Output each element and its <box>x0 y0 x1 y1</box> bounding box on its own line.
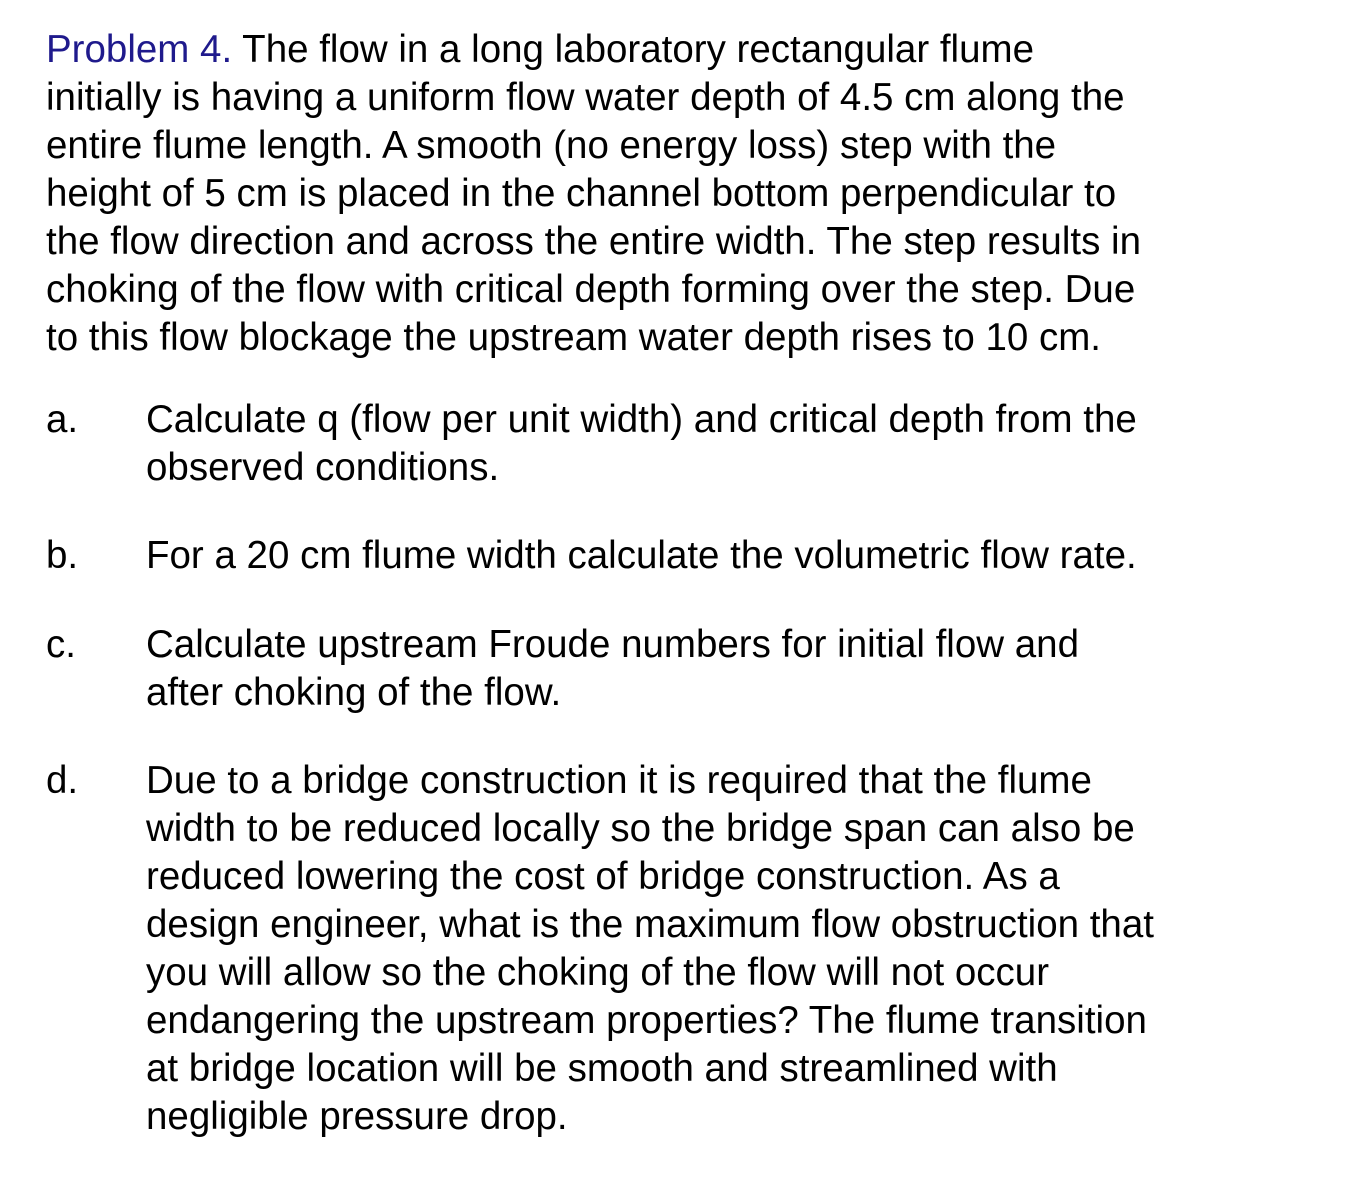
item-marker: b. <box>46 534 79 577</box>
item-line: after choking of the flow. <box>146 671 562 714</box>
intro-line: entire flume length. A smooth (no energy loss) step with the <box>46 124 1057 167</box>
item-marker: a. <box>46 398 79 441</box>
intro-line: to this flow blockage the upstream water depth rises to 10 cm. <box>46 316 1101 359</box>
item-line: For a 20 cm flume width calculate the volumetric flow rate. <box>146 534 1137 577</box>
problem-statement <box>46 26 1296 362</box>
item-line: at bridge location will be smooth and streamlined with <box>146 1047 1058 1090</box>
intro-line: height of 5 cm is placed in the channel bottom perpendicular to <box>46 172 1117 215</box>
item-marker: d. <box>46 759 79 802</box>
item-line: Due to a bridge construction it is required that the flume <box>146 759 1092 802</box>
item-line: you will allow so the choking of the flow will not occur <box>146 951 1050 994</box>
intro-line <box>46 26 1296 74</box>
item-line: observed conditions. <box>146 446 500 489</box>
item-text <box>146 532 1137 580</box>
item-text <box>146 621 1079 717</box>
item-line: negligible pressure drop. <box>146 1095 568 1138</box>
item-line: Calculate q (flow per unit width) and critical depth from the <box>146 398 1137 441</box>
intro-line: choking of the flow with critical depth forming over the step. Due <box>46 268 1136 311</box>
item-marker: c. <box>46 623 76 666</box>
item-text <box>146 396 1137 492</box>
item-line: width to be reduced locally so the bridge span can also be <box>146 807 1135 850</box>
intro-line: initially is having a uniform flow water depth of 4.5 cm along the <box>46 76 1125 119</box>
intro-line-text: The flow in a long laboratory rectangular flume <box>232 28 1034 71</box>
item-line: reduced lowering the cost of bridge construction. As a <box>146 855 1060 898</box>
item-text <box>146 757 1154 1141</box>
item-line: Calculate upstream Froude numbers for initial flow and <box>146 623 1080 666</box>
problem-label: Problem 4. <box>46 28 233 71</box>
intro-line: the flow direction and across the entire width. The step results in <box>46 220 1141 263</box>
item-line: endangering the upstream properties? The flume transition <box>146 999 1147 1042</box>
item-line: design engineer, what is the maximum flow obstruction that <box>146 903 1154 946</box>
